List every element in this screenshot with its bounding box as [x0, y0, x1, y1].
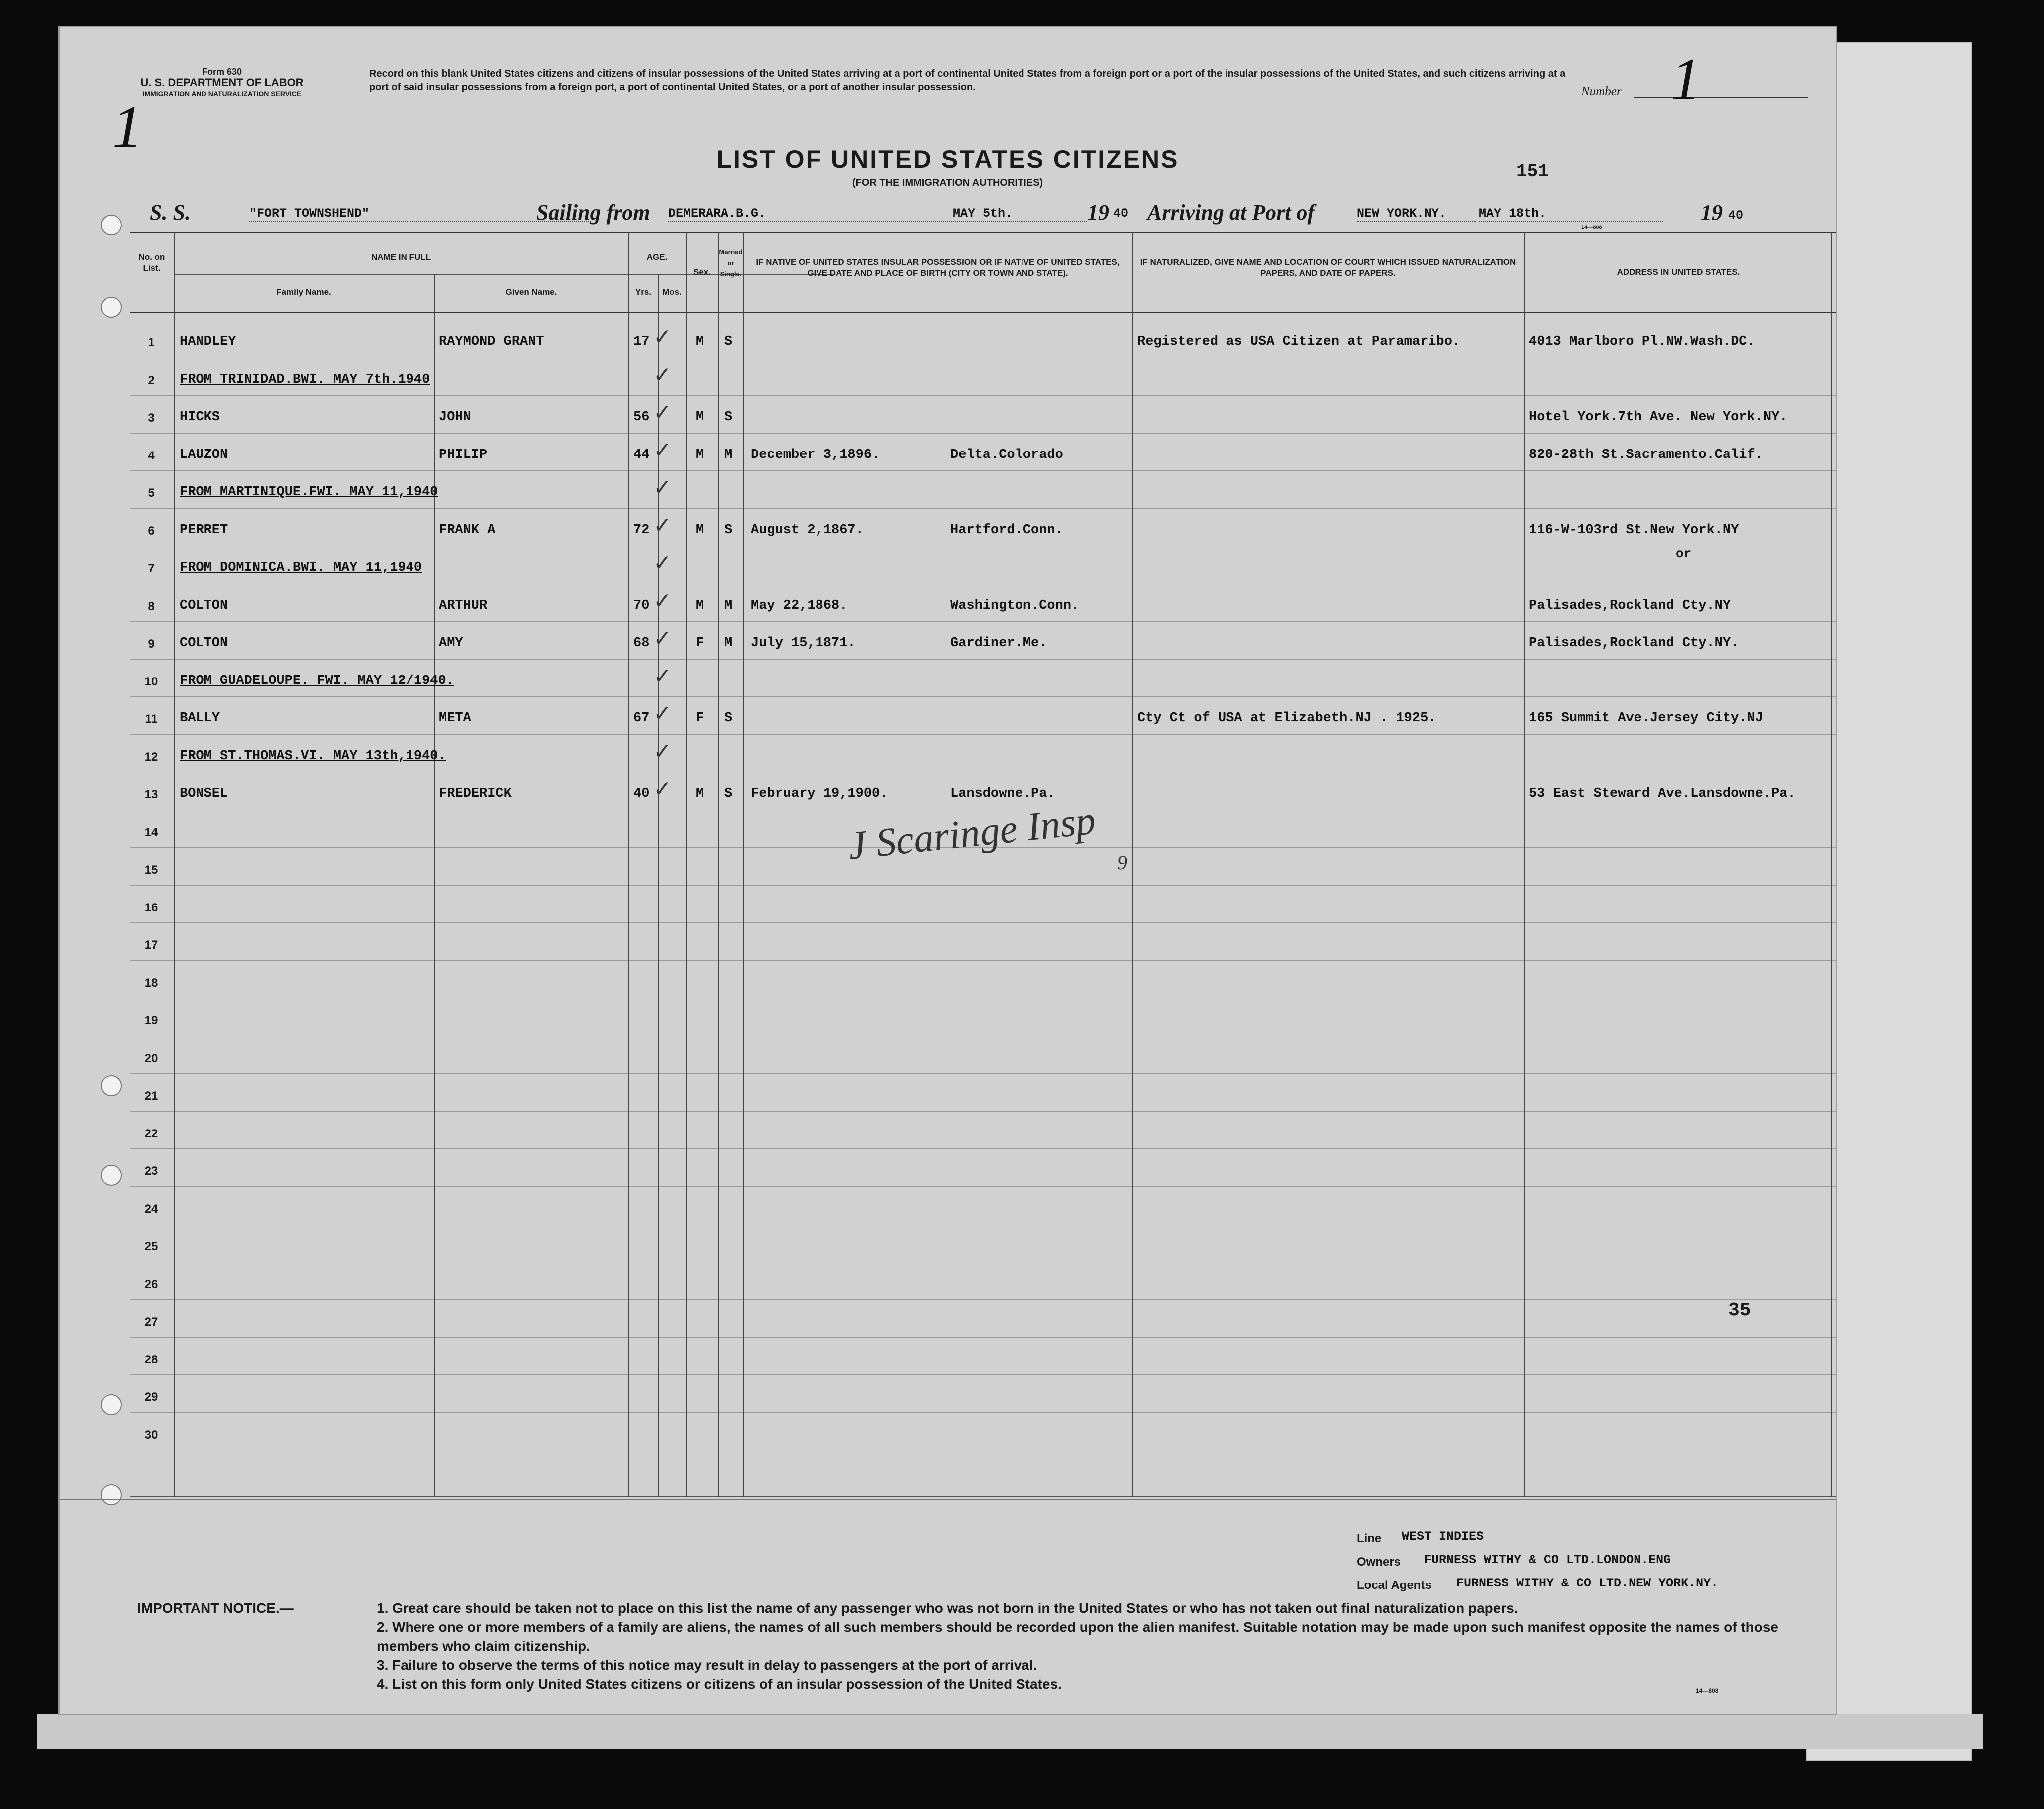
given-name-cell: PHILIP: [439, 447, 488, 462]
age-years-cell: 72: [633, 522, 650, 538]
address-cell: 165 Summit Ave.Jersey City.NJ: [1529, 711, 1763, 726]
row-rule: [130, 1111, 1836, 1112]
sex-cell: M: [696, 334, 704, 349]
family-name-cell: LAUZON: [180, 447, 228, 462]
check-mark-icon: ✓: [653, 738, 672, 764]
given-name-cell: META: [439, 711, 471, 726]
number-label: Number: [1581, 85, 1622, 98]
address-cell: 820-28th St.Sacramento.Calif.: [1529, 447, 1763, 462]
family-name-cell: HICKS: [180, 410, 220, 425]
row-rule: [130, 508, 1836, 509]
table-bottom-rule: [130, 1496, 1836, 1497]
header-no-on-list: No. on List.: [138, 252, 165, 273]
row-rule: [130, 1186, 1836, 1187]
ship-name: "FORT TOWNSHEND": [249, 206, 589, 222]
row-number: 3: [148, 411, 155, 425]
row-number: 19: [144, 1014, 158, 1027]
notice-label: IMPORTANT NOTICE.—: [137, 1600, 294, 1616]
row-number: 12: [144, 750, 158, 764]
row-number: 28: [144, 1353, 158, 1366]
check-mark-icon: ✓: [653, 550, 672, 576]
arrival-year: 40: [1728, 208, 1744, 223]
notice-item: 1. Great care should be taken not to place on this list the name of any passenger who was not born in the United States or who has not taken out final naturalization papers.: [377, 1600, 1518, 1616]
header-sex: Sex.: [693, 267, 711, 277]
row-number: 6: [148, 524, 155, 538]
row-number: 16: [144, 901, 158, 914]
row-number: 29: [144, 1390, 158, 1404]
birth-place-cell: Gardiner.Me.: [950, 636, 1047, 651]
marital-status-cell: S: [724, 410, 733, 425]
punch-hole: [101, 297, 122, 318]
row-rule: [130, 1412, 1836, 1413]
sex-cell: M: [696, 522, 704, 538]
signature-subscript: 9: [1117, 851, 1127, 874]
page-title: LIST OF UNITED STATES CITIZENS: [716, 145, 1179, 173]
marital-status-cell: S: [724, 711, 733, 726]
department-name: U. S. DEPARTMENT OF LABOR: [140, 76, 304, 89]
age-years-cell: 44: [633, 447, 650, 462]
header-age: AGE.: [646, 252, 668, 262]
row-number: 2: [148, 373, 155, 387]
birth-date-cell: February 19,1900.: [751, 786, 888, 801]
row-number: 8: [148, 599, 155, 613]
check-mark-icon: ✓: [653, 362, 672, 388]
row-number: 1: [148, 336, 155, 349]
notice-item: 4. List on this form only United States citizens or citizens of an insular possession of the United States.: [377, 1676, 1062, 1692]
header-years: Yrs.: [635, 287, 652, 297]
marital-status-cell: S: [724, 522, 733, 538]
sex-cell: F: [696, 711, 704, 726]
row-number: 9: [148, 637, 155, 651]
family-name-cell: HANDLEY: [180, 334, 236, 349]
row-number: 7: [148, 562, 155, 575]
sailing-year: 40: [1113, 206, 1129, 221]
row-rule: [130, 1073, 1836, 1074]
row-rule: [130, 433, 1836, 434]
row-number: 14: [144, 825, 158, 839]
marital-status-cell: M: [724, 636, 733, 651]
row-number: 30: [144, 1428, 158, 1442]
port-note-cell: FROM GUADELOUPE. FWI. MAY 12/1940.: [180, 673, 454, 688]
punch-hole: [101, 1394, 122, 1415]
family-name-cell: BONSEL: [180, 786, 228, 801]
page-subtitle: (FOR THE IMMIGRATION AUTHORITIES): [852, 177, 1043, 188]
header-native-birth: IF NATIVE OF UNITED STATES INSULAR POSSESSION OR IF NATIVE OF UNITED STATES, GIVE DATE AND PLACE OF BIRTH (CITY OR TOWN AND STATE).: [756, 257, 1120, 278]
port-from: DEMERARA.B.G.: [668, 206, 968, 222]
row-rule: [130, 1337, 1836, 1338]
header-naturalized: IF NATURALIZED, GIVE NAME AND LOCATION OF COURT WHICH ISSUED NATURALIZATION PAPERS, AND DATE OF PAPERS.: [1140, 257, 1516, 278]
address-cell: Palisades,Rockland Cty.NY.: [1529, 636, 1739, 651]
port-note-cell: FROM ST.THOMAS.VI. MAY 13th,1940.: [180, 748, 446, 764]
punch-hole: [101, 215, 122, 235]
address-cell: 4013 Marlboro Pl.NW.Wash.DC.: [1529, 334, 1755, 349]
line-label: Line: [1357, 1532, 1382, 1545]
given-name-cell: RAYMOND GRANT: [439, 334, 544, 349]
footer-form-code: 14—808: [1696, 1687, 1719, 1694]
port-note-cell: FROM TRINIDAD.BWI. MAY 7th.1940: [180, 372, 430, 387]
row-rule: [130, 734, 1836, 735]
birth-place-cell: Lansdowne.Pa.: [950, 786, 1055, 801]
sailing-date: MAY 5th.: [953, 206, 1087, 222]
row-rule: [130, 621, 1836, 622]
punch-hole: [101, 1075, 122, 1096]
header-family-name: Family Name.: [276, 287, 331, 297]
check-mark-icon: ✓: [653, 437, 672, 463]
notice-item: 2. Where one or more members of a family are aliens, the names of all such members should be recorded upon the alien manifest. Suitable notation may be made upon such manifest opposite the names of those members who claim citizenship.: [377, 1619, 1778, 1654]
port-note-cell: FROM MARTINIQUE.FWI. MAY 11,1940: [180, 485, 438, 500]
row-rule: [130, 1374, 1836, 1375]
sex-cell: F: [696, 636, 704, 651]
birth-date-cell: May 22,1868.: [751, 598, 848, 613]
address-cell: Hotel York.7th Ave. New York.NY.: [1529, 410, 1788, 425]
punch-hole: [101, 1165, 122, 1186]
handwritten-margin-mark: 1: [112, 93, 142, 160]
sex-cell: M: [696, 447, 704, 462]
address-cell: 116-W-103rd St.New York.NY: [1529, 522, 1739, 538]
header-given-name: Given Name.: [505, 287, 557, 297]
header-form-code: 14—808: [1581, 225, 1602, 230]
handwritten-number: 1: [1671, 46, 1701, 112]
service-name: IMMIGRATION AND NATURALIZATION SERVICE: [142, 90, 302, 98]
line-value: WEST INDIES: [1402, 1529, 1484, 1544]
row-number: 27: [144, 1315, 158, 1329]
arriving-label: Arriving at Port of: [1147, 200, 1315, 225]
header-married-single: Married or Single.: [719, 248, 743, 278]
row-number: 26: [144, 1277, 158, 1291]
birth-date-cell: August 2,1867.: [751, 522, 864, 538]
owners-value: FURNESS WITHY & CO LTD.LONDON.ENG: [1424, 1553, 1671, 1567]
check-mark-icon: ✓: [653, 400, 672, 425]
row-rule: [130, 1148, 1836, 1149]
row-number: 24: [144, 1202, 158, 1216]
agents-label: Local Agents: [1357, 1579, 1431, 1592]
form-number: Form 630: [202, 67, 242, 77]
given-name-cell: FRANK A: [439, 522, 496, 538]
port-to: NEW YORK.NY.: [1357, 206, 1476, 222]
sailing-year-prefix: 19: [1087, 200, 1109, 225]
row-rule: [130, 885, 1836, 886]
birth-place-cell: Delta.Colorado: [950, 447, 1063, 462]
address-cell: Palisades,Rockland Cty.NY: [1529, 598, 1731, 613]
row-number: 5: [148, 486, 155, 500]
given-name-cell: ARTHUR: [439, 598, 488, 613]
row-number: 23: [144, 1164, 158, 1178]
age-years-cell: 70: [633, 598, 650, 613]
marital-status-cell: M: [724, 598, 733, 613]
notice-item: 3. Failure to observe the terms of this notice may result in delay to passengers at the port of arrival.: [377, 1657, 1037, 1673]
row-number: 11: [145, 712, 158, 726]
count-annotation: 35: [1728, 1300, 1751, 1321]
row-number: 18: [144, 976, 158, 990]
family-name-cell: COLTON: [180, 598, 228, 613]
check-mark-icon: ✓: [653, 475, 672, 500]
birth-place-cell: Hartford.Conn.: [950, 522, 1063, 538]
given-name-cell: FREDERICK: [439, 786, 512, 801]
header-months: Mos.: [662, 287, 682, 297]
check-mark-icon: ✓: [653, 588, 672, 614]
row-number: 10: [144, 675, 158, 688]
port-note-cell: FROM DOMINICA.BWI. MAY 11,1940: [180, 560, 422, 575]
row-rule: [130, 696, 1836, 697]
page-bottom-edge: [37, 1714, 1983, 1749]
naturalization-cell: Cty Ct of USA at Elizabeth.NJ . 1925.: [1137, 711, 1436, 726]
punch-hole: [101, 1484, 122, 1505]
or-annotation: or: [1676, 546, 1692, 561]
check-mark-icon: ✓: [653, 701, 672, 726]
age-years-cell: 40: [633, 786, 650, 801]
notice-items: [377, 1599, 1823, 1694]
ss-label: S. S.: [150, 200, 191, 225]
passenger-table: [130, 232, 1836, 1497]
birth-date-cell: July 15,1871.: [751, 636, 856, 651]
inspector-signature: J Scaringe Insp: [846, 798, 1098, 868]
row-number: 17: [144, 938, 158, 952]
age-years-cell: 17: [633, 334, 650, 349]
age-years-cell: 56: [633, 410, 650, 425]
header-name-in-full: NAME IN FULL: [371, 252, 431, 262]
marital-status-cell: S: [724, 786, 733, 801]
row-number: 22: [144, 1127, 158, 1140]
check-mark-icon: ✓: [653, 663, 672, 689]
marital-status-cell: S: [724, 334, 733, 349]
check-mark-icon: ✓: [653, 512, 672, 538]
stamp-number: 151: [1516, 161, 1549, 182]
birth-date-cell: December 3,1896.: [751, 447, 880, 462]
arrival-date: MAY 18th.: [1479, 206, 1663, 222]
row-number: 21: [144, 1089, 158, 1103]
agents-value: FURNESS WITHY & CO LTD.NEW YORK.NY.: [1456, 1576, 1719, 1590]
check-mark-icon: ✓: [653, 776, 672, 802]
marital-status-cell: M: [724, 447, 733, 462]
header-address: ADDRESS IN UNITED STATES.: [1617, 267, 1740, 277]
row-rule: [130, 659, 1836, 660]
age-years-cell: 67: [633, 711, 650, 726]
arrival-year-prefix: 19: [1701, 200, 1723, 225]
family-name-cell: BALLY: [180, 711, 220, 726]
row-rule: [130, 960, 1836, 961]
footer-divider: [60, 1499, 1836, 1500]
check-mark-icon: ✓: [653, 626, 672, 651]
row-number: 25: [144, 1240, 158, 1253]
given-name-cell: AMY: [439, 636, 463, 651]
owners-label: Owners: [1357, 1555, 1401, 1569]
row-number: 20: [144, 1051, 158, 1065]
address-cell: 53 East Steward Ave.Lansdowne.Pa.: [1529, 786, 1796, 801]
sex-cell: M: [696, 410, 704, 425]
check-mark-icon: ✓: [653, 324, 672, 350]
sex-cell: M: [696, 786, 704, 801]
row-number: 15: [144, 863, 158, 877]
row-number: 13: [144, 788, 158, 801]
row-rule: [130, 922, 1836, 923]
row-rule: [130, 1299, 1836, 1300]
manifest-sheet: [60, 27, 1836, 1714]
birth-place-cell: Washington.Conn.: [950, 598, 1080, 613]
sex-cell: M: [696, 598, 704, 613]
form-instructions: Record on this blank United States citizens and citizens of insular possessions of the United States arriving at a port of continental United States from a foreign port or a port of the insular possessions of the United States, and such citizens arriving at a port of said insular possessions from a foreign port, a port of continental United States, or a port of another insular possession.: [369, 68, 1566, 93]
number-line: [1634, 97, 1808, 98]
family-name-cell: PERRET: [180, 522, 228, 538]
age-years-cell: 68: [633, 636, 650, 651]
row-rule: [130, 395, 1836, 396]
given-name-cell: JOHN: [439, 410, 471, 425]
family-name-cell: COLTON: [180, 636, 228, 651]
row-rule: [130, 470, 1836, 471]
sailing-from-label: Sailing from: [536, 200, 650, 225]
naturalization-cell: Registered as USA Citizen at Paramaribo.: [1137, 334, 1461, 349]
row-number: 4: [148, 449, 155, 462]
form-header-left: [140, 66, 304, 99]
